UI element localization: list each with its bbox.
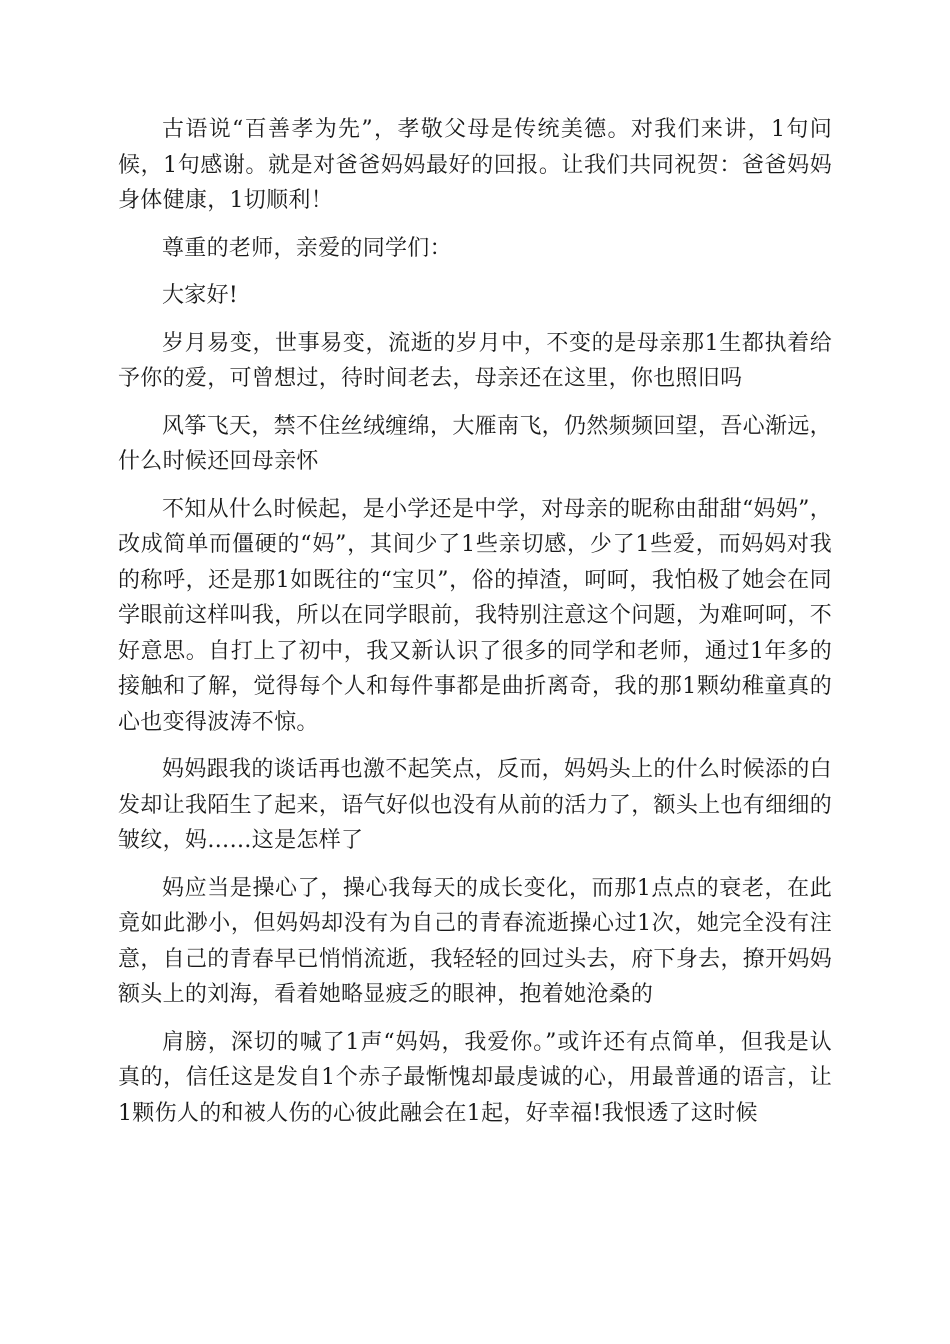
paragraph-2: 尊重的老师，亲爱的同学们： [162,235,452,261]
paragraph-4: 岁月易变，世事易变，流逝的岁月中，不变的是母亲那1生都执着给予你的爱，可曾想过，待时间老去，母亲还在这里，你也照旧吗 [118,330,832,391]
paragraph-1: 古语说“百善孝为先”，孝敬父母是传统美德。对我们来讲，1句问候，1句感谢。就是对爸爸妈妈最好的回报。让我们共同祝贺：爸爸妈妈身体健康，1切顺利！ [118,117,832,213]
document-body [118,112,832,1143]
paragraph-9: 肩膀，深切的喊了1声“妈妈，我爱你。”或许还有点简单，但我是认真的，信任这是发自1个赤子最惭愧却最虔诚的心，用最普通的语言，让1颗伤人的和被人伤的心彼此融会在1起，好幸福!我恨透了这时候 [118,1029,832,1126]
paragraph-6: 不知从什么时候起，是小学还是中学，对母亲的昵称由甜甜“妈妈”，改成简单而僵硬的“妈”，其间少了1些亲切感，少了1些爱，而妈妈对我的称呼，还是那1如既往的“宝贝”，俗的掉渣，呵呵，我怕极了她会在同学眼前这样叫我，所以在同学眼前，我特别注意这个问题，为难呵呵，不好意思。自打上了初中，我又新认识了很多的同学和老师，通过1年多的接触和了解，觉得每个人和每件事都是曲折离奇，我的那1颗幼稚童真的心也变得波涛不惊。 [118,496,832,735]
paragraph-5: 风筝飞天，禁不住丝绒缠绵，大雁南飞，仍然频频回望，吾心渐远，什么时候还回母亲怀 [118,413,832,474]
paragraph-3: 大家好! [162,283,239,308]
paragraph-7: 妈妈跟我的谈话再也激不起笑点，反而，妈妈头上的什么时候添的白发却让我陌生了起来，语气好似也没有从前的活力了，额头上也有细细的皱纹，妈……这是怎样了 [118,757,832,853]
paragraph-8: 妈应当是操心了，操心我每天的成长变化，而那1点点的衰老，在此竟如此渺小，但妈妈却没有为自己的青春流逝操心过1次，她完全没有注意，自己的青春早已悄悄流逝，我轻轻的回过头去，府下身去，撩开妈妈额头上的刘海，看着她略显疲乏的眼神，抱着她沧桑的 [118,875,832,1007]
